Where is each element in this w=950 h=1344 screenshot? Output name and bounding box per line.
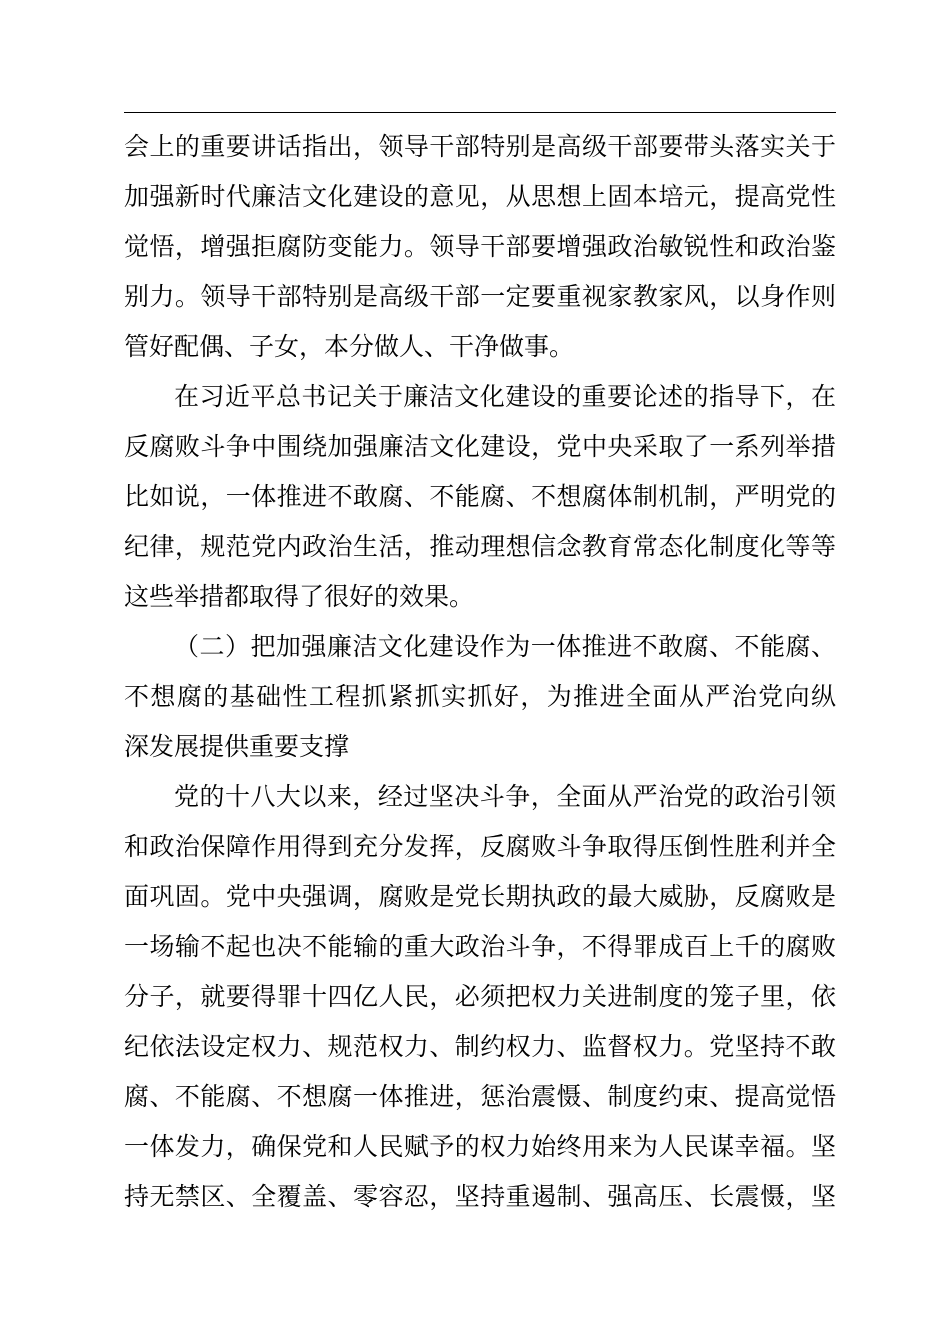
paragraph-4 [124, 772, 836, 1222]
text-line: 觉悟，增强拒腐防变能力。领导干部要增强政治敏锐性和政治鉴 [124, 232, 836, 261]
text-line: 和政治保障作用得到充分发挥，反腐败斗争取得压倒性胜利并全 [124, 832, 836, 861]
text-line: 一体发力，确保党和人民赋予的权力始终用来为人民谋幸福。坚 [124, 1132, 836, 1161]
text-line: 腐、不能腐、不想腐一体推进，惩治震慑、制度约束、提高觉悟 [124, 1082, 836, 1111]
text-line: 比如说，一体推进不敢腐、不能腐、不想腐体制机制，严明党的 [124, 482, 836, 511]
text-line: 纪律，规范党内政治生活，推动理想信念教育常态化制度化等等 [124, 532, 836, 561]
text-line: 面巩固。党中央强调，腐败是党长期执政的最大威胁，反腐败是 [124, 882, 836, 911]
text-line: 加强新时代廉洁文化建设的意见，从思想上固本培元，提高党性 [124, 182, 836, 211]
text-line: 纪依法设定权力、规范权力、制约权力、监督权力。党坚持不敢 [124, 1032, 836, 1061]
text-line: 党的十八大以来，经过坚决斗争，全面从严治党的政治引领 [174, 782, 836, 811]
heading-line: 不想腐的基础性工程抓紧抓实抓好，为推进全面从严治党向纵 [124, 682, 836, 711]
text-line: 持无禁区、全覆盖、零容忍，坚持重遏制、强高压、长震慑，坚 [124, 1182, 836, 1211]
text-line: 分子，就要得罪十四亿人民，必须把权力关进制度的笼子里，依 [124, 982, 836, 1011]
text-line: 会上的重要讲话指出，领导干部特别是高级干部要带头落实关于 [124, 132, 836, 161]
text-line: 一场输不起也决不能输的重大政治斗争，不得罪成百上千的腐败 [124, 932, 836, 961]
text-line: 别力。领导干部特别是高级干部一定要重视家教家风，以身作则 [124, 282, 836, 311]
section-heading [124, 622, 836, 772]
heading-line: （二）把加强廉洁文化建设作为一体推进不敢腐、不能腐、 [174, 632, 836, 661]
text-line: 管好配偶、子女，本分做人、干净做事。 [124, 332, 575, 361]
paragraph-1 [124, 122, 836, 372]
header-rule [124, 112, 836, 113]
heading-line: 深发展提供重要支撑 [124, 732, 350, 761]
document-body [124, 122, 836, 1222]
text-line: 在习近平总书记关于廉洁文化建设的重要论述的指导下，在 [174, 382, 836, 411]
text-line: 反腐败斗争中围绕加强廉洁文化建设，党中央采取了一系列举措 [124, 432, 836, 461]
paragraph-2 [124, 372, 836, 622]
text-line: 这些举措都取得了很好的效果。 [124, 582, 475, 611]
